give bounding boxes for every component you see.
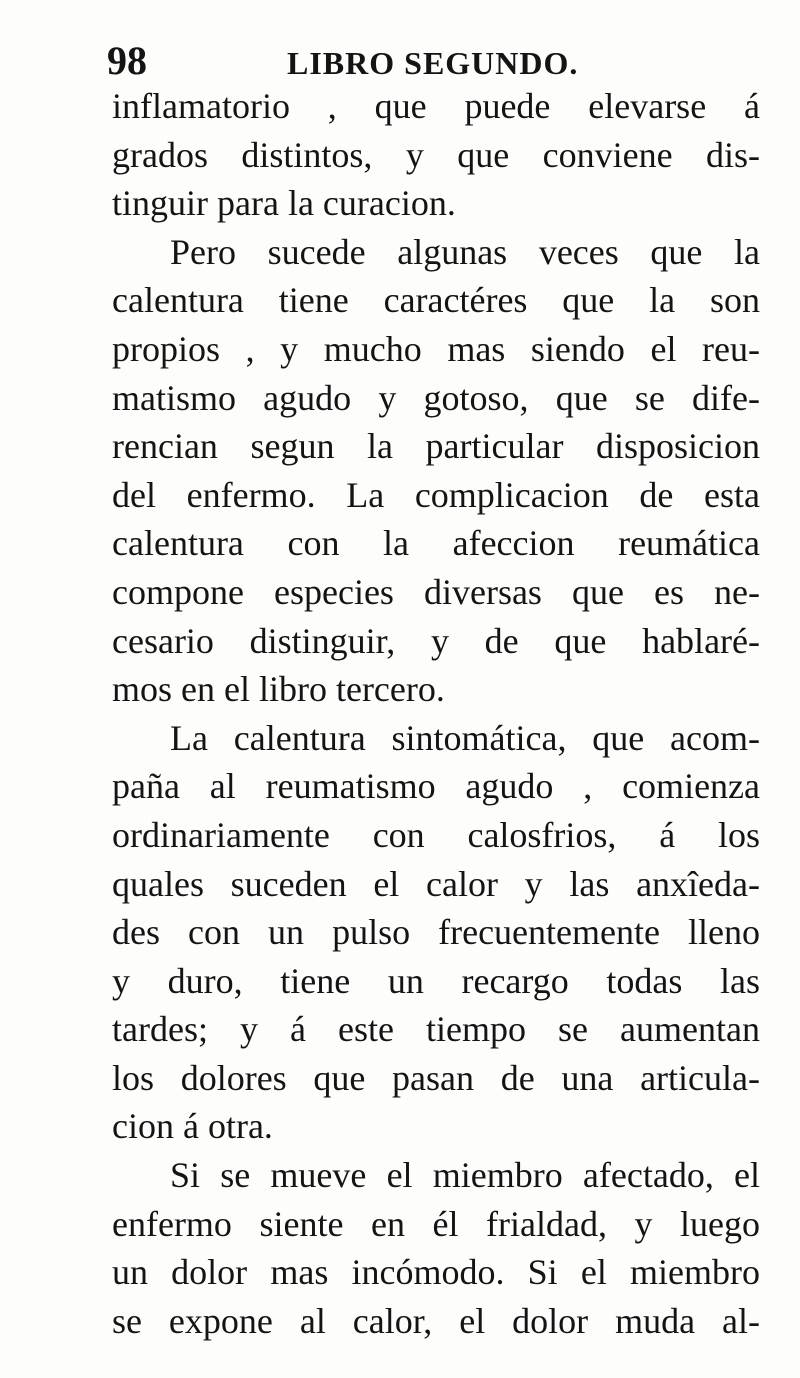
text-line: matismo agudo y gotoso, que se dife- <box>112 377 760 418</box>
text-line: enfermo siente en él frialdad, y luego <box>112 1203 760 1244</box>
text-line: calentura con la afeccion reumática <box>112 523 760 564</box>
text-line: inflamatorio , que puede elevarse á <box>112 86 760 126</box>
text-line: quales suceden el calor y las anxîeda- <box>112 863 760 904</box>
text-line: des con un pulso frecuentemente lleno <box>112 912 760 953</box>
paragraph-start-line: Pero sucede algunas veces que la <box>170 231 760 272</box>
text-line: compone especies diversas que es ne- <box>112 571 760 612</box>
text-line: rencian segun la particular disposicion <box>112 426 760 467</box>
text-line: y duro, tiene un recargo todas las <box>112 960 760 1001</box>
page-header <box>107 38 667 84</box>
text-line: paña al reumatismo agudo , comienza <box>112 766 760 807</box>
text-line: del enfermo. La complicacion de esta <box>112 474 760 515</box>
paragraph-start-line: La calentura sintomática, que acom- <box>170 717 760 758</box>
running-head: LIBRO SEGUNDO. <box>287 45 579 81</box>
text-line: se expone al calor, el dolor muda al- <box>112 1300 760 1341</box>
text-line: cion á otra. <box>112 1106 273 1147</box>
text-line: tinguir para la curacion. <box>112 183 456 224</box>
text-line: mos en el libro tercero. <box>112 669 445 710</box>
text-line: propios , y mucho mas siendo el reu- <box>112 328 760 369</box>
text-line: grados distintos, y que conviene dis- <box>112 134 760 175</box>
text-line: los dolores que pasan de una articula- <box>112 1057 760 1098</box>
paragraph-start-line: Si se mueve el miembro afectado, el <box>170 1155 760 1196</box>
text-line: un dolor mas incómodo. Si el miembro <box>112 1252 760 1293</box>
text-line: cesario distinguir, y de que hablaré- <box>112 620 760 661</box>
body-text <box>112 82 760 1345</box>
text-line: ordinariamente con calosfrios, á los <box>112 814 760 855</box>
text-line: calentura tiene caractéres que la son <box>112 280 760 321</box>
page-number: 98 <box>107 38 147 83</box>
text-line: tardes; y á este tiempo se aumentan <box>112 1009 760 1050</box>
